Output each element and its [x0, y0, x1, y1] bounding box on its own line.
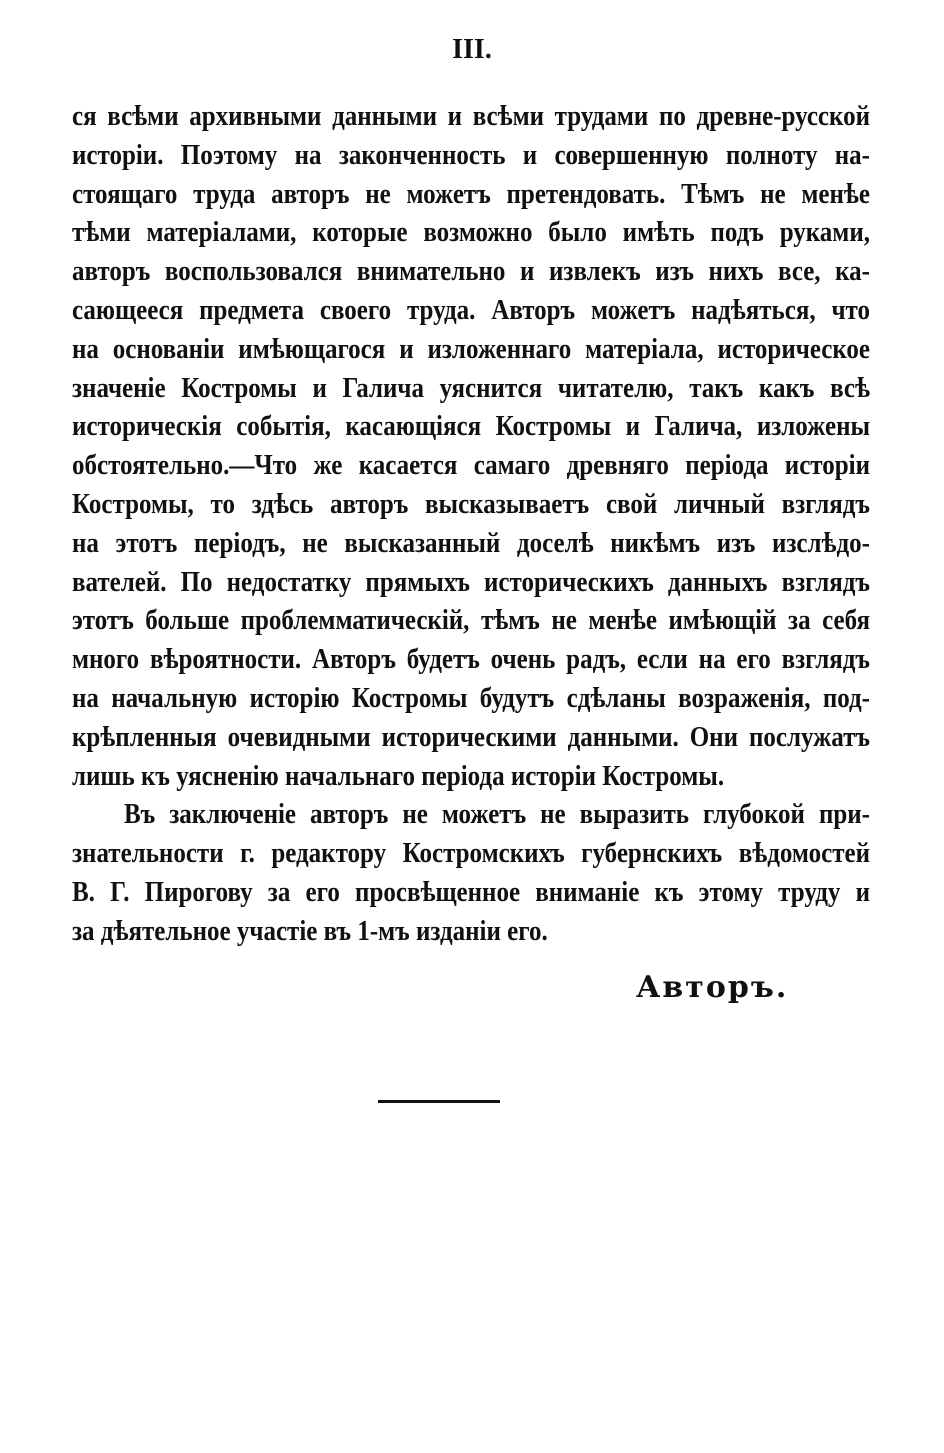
- text-line: В. Г. Пирогову за его просвѣщенное вниманiе къ этому труду и: [72, 877, 870, 908]
- text-line: крѣпленныя очевидными историческими данными. Они послужатъ: [72, 722, 870, 753]
- text-line: историческiя событiя, касающiяся Костромы и Галича, изложены: [72, 411, 870, 442]
- text-line: Костромы, то здѣсь авторъ высказываетъ свой личный взглядъ: [72, 489, 870, 520]
- text-line: обстоятельно.—Что же касается самаго древняго перiода исторiи: [72, 450, 870, 481]
- text-line: на начальную исторiю Костромы будутъ сдѣланы возраженiя, под-: [72, 683, 870, 714]
- text-line: стоящаго труда авторъ не можетъ претендовать. Тѣмъ не менѣе: [72, 178, 870, 210]
- text-line: значенiе Костромы и Галича уяснится читателю, такъ какъ всѣ: [72, 372, 870, 404]
- text-line: тѣми матерiалами, которые возможно было имѣть подъ руками,: [72, 217, 870, 248]
- text-line: на этотъ перiодъ, не высказанный доселѣ никѣмъ изъ изслѣдо-: [72, 528, 870, 559]
- text-line: вателей. По недостатку прямыхъ историческихъ данныхъ взглядъ: [72, 566, 870, 598]
- text-line: Въ заключенiе авторъ не можетъ не выразить глубокой при-: [124, 799, 870, 830]
- text-line: лишь къ уясненiю начальнаго перiода исторiи Костромы.: [72, 760, 725, 792]
- page-number: III.: [452, 34, 492, 65]
- text-line: знательности г. редактору Костромскихъ губернскихъ вѣдомостей: [72, 838, 870, 869]
- author-signature: Авторъ.: [636, 970, 789, 1005]
- text-line: много вѣроятности. Авторъ будетъ очень радъ, если на его взглядъ: [72, 644, 870, 675]
- body-text: [72, 98, 870, 952]
- text-line: авторъ воспользовался внимательно и извлекъ изъ нихъ все, ка-: [72, 256, 870, 287]
- text-line: исторiи. Поэтому на законченность и совершенную полноту на-: [72, 140, 870, 171]
- end-rule: [378, 1100, 500, 1103]
- text-line: сающееся предмета своего труда. Авторъ можетъ надѣяться, что: [72, 295, 870, 326]
- text-line: на основанiи имѣющагося и изложеннаго матерiала, историческое: [72, 334, 870, 365]
- text-line: этотъ больше проблемматическiй, тѣмъ не менѣе имѣющiй за себя: [72, 605, 870, 636]
- text-line: за дѣятельное участiе въ 1-мъ изданiи его.: [72, 916, 548, 947]
- text-line: ся всѣми архивными данными и всѣми трудами по древне-русской: [72, 101, 870, 132]
